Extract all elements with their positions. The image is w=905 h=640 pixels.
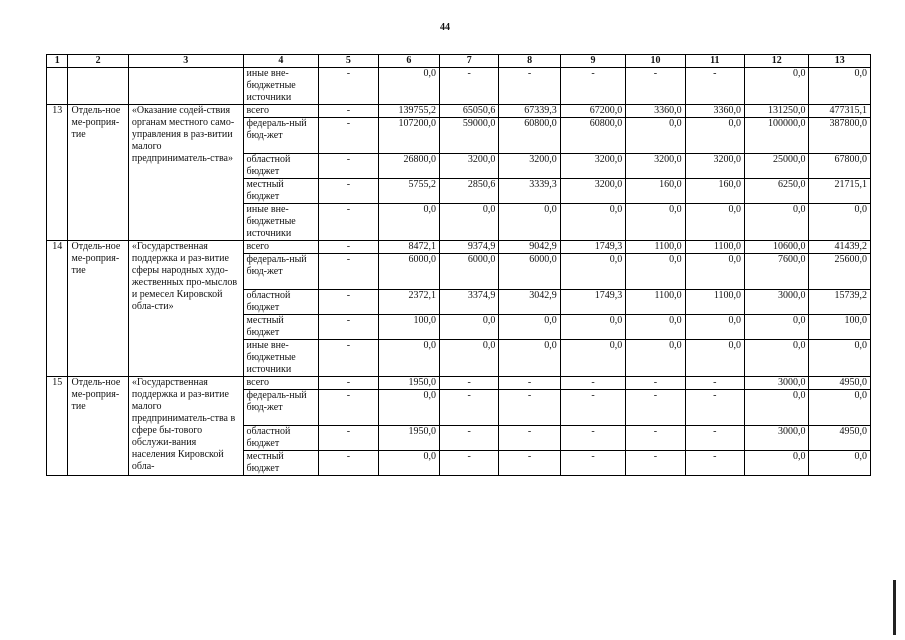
- value-cell: 3200,0: [560, 154, 626, 179]
- activity-type: [68, 68, 128, 105]
- value-cell: 4950,0: [809, 377, 871, 390]
- value-cell: 0,0: [626, 254, 685, 290]
- scan-edge-mark: [893, 580, 896, 635]
- value-cell: 25000,0: [745, 154, 809, 179]
- value-cell: 4950,0: [809, 426, 871, 451]
- value-cell: 160,0: [685, 179, 744, 204]
- value-cell: -: [440, 68, 499, 105]
- value-cell: 100,0: [378, 315, 439, 340]
- value-cell: 3000,0: [745, 290, 809, 315]
- column-header: 12: [745, 55, 809, 68]
- value-cell: -: [499, 426, 560, 451]
- column-header: 11: [685, 55, 744, 68]
- value-cell: 67339,3: [499, 105, 560, 118]
- value-cell: 0,0: [626, 340, 685, 377]
- value-cell: -: [319, 118, 378, 154]
- value-cell: 7600,0: [745, 254, 809, 290]
- value-cell: 3000,0: [745, 377, 809, 390]
- activity-name: «Государственная поддержка и раз-витие сферы народных худо-жественных про-мыслов и ремесел Кировской обла-сти»: [128, 241, 243, 377]
- column-header: 6: [378, 55, 439, 68]
- value-cell: 0,0: [685, 254, 744, 290]
- value-cell: -: [319, 377, 378, 390]
- value-cell: 5755,2: [378, 179, 439, 204]
- row-number: 14: [47, 241, 68, 377]
- value-cell: -: [319, 204, 378, 241]
- value-cell: 0,0: [440, 340, 499, 377]
- value-cell: 0,0: [440, 315, 499, 340]
- value-cell: 0,0: [809, 390, 871, 426]
- value-cell: 8472,1: [378, 241, 439, 254]
- value-cell: -: [626, 451, 685, 476]
- value-cell: 1950,0: [378, 426, 439, 451]
- activity-name: [128, 68, 243, 105]
- value-cell: -: [560, 68, 626, 105]
- value-cell: 0,0: [560, 254, 626, 290]
- value-cell: 0,0: [745, 340, 809, 377]
- value-cell: 6000,0: [378, 254, 439, 290]
- value-cell: -: [685, 377, 744, 390]
- value-cell: -: [499, 68, 560, 105]
- value-cell: 3200,0: [560, 179, 626, 204]
- value-cell: -: [319, 340, 378, 377]
- value-cell: 0,0: [745, 451, 809, 476]
- value-cell: 0,0: [809, 340, 871, 377]
- value-cell: 0,0: [378, 204, 439, 241]
- value-cell: -: [626, 426, 685, 451]
- funding-source: иные вне-бюджетные источники: [243, 340, 319, 377]
- value-cell: 1950,0: [378, 377, 439, 390]
- activity-name: «Оказание содей-ствия органам местного само-управления в раз-витии малого предприниматель-ства»: [128, 105, 243, 241]
- value-cell: -: [560, 426, 626, 451]
- table-row: [47, 377, 871, 390]
- funding-source: всего: [243, 105, 319, 118]
- value-cell: 0,0: [499, 340, 560, 377]
- value-cell: 1100,0: [685, 290, 744, 315]
- activity-type: Отдель-ное ме-роприя-тие: [68, 105, 128, 241]
- value-cell: -: [685, 426, 744, 451]
- value-cell: 100,0: [809, 315, 871, 340]
- value-cell: 26800,0: [378, 154, 439, 179]
- value-cell: -: [319, 426, 378, 451]
- value-cell: 3360,0: [685, 105, 744, 118]
- column-header: 10: [626, 55, 685, 68]
- table-row: [47, 241, 871, 254]
- value-cell: 67800,0: [809, 154, 871, 179]
- value-cell: 9042,9: [499, 241, 560, 254]
- value-cell: 0,0: [809, 68, 871, 105]
- funding-source: областной бюджет: [243, 290, 319, 315]
- value-cell: 100000,0: [745, 118, 809, 154]
- value-cell: -: [319, 390, 378, 426]
- page-number: 44: [440, 22, 450, 33]
- value-cell: 0,0: [626, 204, 685, 241]
- funding-source: областной бюджет: [243, 154, 319, 179]
- value-cell: 6000,0: [440, 254, 499, 290]
- value-cell: -: [319, 154, 378, 179]
- value-cell: -: [560, 451, 626, 476]
- value-cell: 0,0: [440, 204, 499, 241]
- table-row: [47, 68, 871, 105]
- value-cell: 3200,0: [499, 154, 560, 179]
- value-cell: 2850,6: [440, 179, 499, 204]
- column-header: 8: [499, 55, 560, 68]
- value-cell: -: [626, 377, 685, 390]
- value-cell: 60800,0: [560, 118, 626, 154]
- value-cell: 0,0: [560, 315, 626, 340]
- value-cell: 1100,0: [626, 241, 685, 254]
- value-cell: 2372,1: [378, 290, 439, 315]
- value-cell: 0,0: [378, 68, 439, 105]
- value-cell: -: [319, 254, 378, 290]
- value-cell: 387800,0: [809, 118, 871, 154]
- value-cell: 6000,0: [499, 254, 560, 290]
- row-number: 15: [47, 377, 68, 476]
- funding-source: местный бюджет: [243, 315, 319, 340]
- value-cell: -: [319, 68, 378, 105]
- value-cell: -: [499, 451, 560, 476]
- value-cell: 41439,2: [809, 241, 871, 254]
- value-cell: 477315,1: [809, 105, 871, 118]
- funding-source: местный бюджет: [243, 179, 319, 204]
- value-cell: 0,0: [809, 451, 871, 476]
- value-cell: 0,0: [499, 204, 560, 241]
- value-cell: -: [319, 179, 378, 204]
- row-number: [47, 68, 68, 105]
- value-cell: -: [685, 68, 744, 105]
- value-cell: 0,0: [378, 340, 439, 377]
- funding-source: всего: [243, 241, 319, 254]
- value-cell: 0,0: [745, 68, 809, 105]
- value-cell: 6250,0: [745, 179, 809, 204]
- value-cell: 15739,2: [809, 290, 871, 315]
- table-row: [47, 105, 871, 118]
- activity-name: «Государственная поддержка и раз-витие малого предприниматель-ства в сфере бы-тового обслужи-вания населения Кировской обла-: [128, 377, 243, 476]
- value-cell: -: [499, 390, 560, 426]
- activity-type: Отдель-ное ме-роприя-тие: [68, 377, 128, 476]
- funding-source: федераль-ный бюд-жет: [243, 390, 319, 426]
- column-header: 9: [560, 55, 626, 68]
- value-cell: -: [440, 390, 499, 426]
- value-cell: 3000,0: [745, 426, 809, 451]
- value-cell: -: [440, 426, 499, 451]
- value-cell: 0,0: [560, 340, 626, 377]
- value-cell: 139755,2: [378, 105, 439, 118]
- value-cell: -: [499, 377, 560, 390]
- column-header: 13: [809, 55, 871, 68]
- value-cell: -: [319, 451, 378, 476]
- column-header: 5: [319, 55, 378, 68]
- value-cell: 1100,0: [626, 290, 685, 315]
- row-number: 13: [47, 105, 68, 241]
- value-cell: -: [626, 68, 685, 105]
- funding-source: всего: [243, 377, 319, 390]
- value-cell: 1100,0: [685, 241, 744, 254]
- value-cell: 67200,0: [560, 105, 626, 118]
- funding-source: местный бюджет: [243, 451, 319, 476]
- value-cell: 0,0: [626, 118, 685, 154]
- value-cell: 0,0: [685, 315, 744, 340]
- value-cell: 0,0: [378, 451, 439, 476]
- funding-source: иные вне-бюджетные источники: [243, 68, 319, 105]
- value-cell: 3339,3: [499, 179, 560, 204]
- column-header: 4: [243, 55, 319, 68]
- value-cell: 9374,9: [440, 241, 499, 254]
- value-cell: 160,0: [626, 179, 685, 204]
- value-cell: -: [319, 241, 378, 254]
- value-cell: 65050,6: [440, 105, 499, 118]
- value-cell: -: [626, 390, 685, 426]
- value-cell: 1749,3: [560, 290, 626, 315]
- value-cell: 0,0: [685, 340, 744, 377]
- value-cell: 3042,9: [499, 290, 560, 315]
- value-cell: 0,0: [745, 204, 809, 241]
- value-cell: -: [685, 451, 744, 476]
- value-cell: 0,0: [685, 118, 744, 154]
- value-cell: 0,0: [499, 315, 560, 340]
- value-cell: 0,0: [745, 390, 809, 426]
- funding-source: иные вне-бюджетные источники: [243, 204, 319, 241]
- value-cell: 60800,0: [499, 118, 560, 154]
- value-cell: 107200,0: [378, 118, 439, 154]
- value-cell: 21715,1: [809, 179, 871, 204]
- value-cell: -: [319, 290, 378, 315]
- column-header: 1: [47, 55, 68, 68]
- value-cell: 3200,0: [440, 154, 499, 179]
- funding-source: федераль-ный бюд-жет: [243, 254, 319, 290]
- value-cell: -: [319, 105, 378, 118]
- value-cell: 3200,0: [685, 154, 744, 179]
- value-cell: -: [685, 390, 744, 426]
- value-cell: 0,0: [685, 204, 744, 241]
- value-cell: 1749,3: [560, 241, 626, 254]
- column-header: 7: [440, 55, 499, 68]
- column-header: 3: [128, 55, 243, 68]
- funding-source: федераль-ный бюд-жет: [243, 118, 319, 154]
- value-cell: 0,0: [626, 315, 685, 340]
- value-cell: 131250,0: [745, 105, 809, 118]
- value-cell: -: [319, 315, 378, 340]
- value-cell: -: [440, 451, 499, 476]
- value-cell: 0,0: [745, 315, 809, 340]
- funding-source: областной бюджет: [243, 426, 319, 451]
- value-cell: 0,0: [378, 390, 439, 426]
- value-cell: 25600,0: [809, 254, 871, 290]
- value-cell: 3200,0: [626, 154, 685, 179]
- value-cell: -: [560, 390, 626, 426]
- column-header: 2: [68, 55, 128, 68]
- value-cell: 0,0: [560, 204, 626, 241]
- budget-table: [46, 54, 871, 476]
- value-cell: -: [440, 377, 499, 390]
- activity-type: Отдель-ное ме-роприя-тие: [68, 241, 128, 377]
- value-cell: 3374,9: [440, 290, 499, 315]
- value-cell: 3360,0: [626, 105, 685, 118]
- header-row: [47, 55, 871, 68]
- value-cell: 10600,0: [745, 241, 809, 254]
- value-cell: 59000,0: [440, 118, 499, 154]
- value-cell: -: [560, 377, 626, 390]
- value-cell: 0,0: [809, 204, 871, 241]
